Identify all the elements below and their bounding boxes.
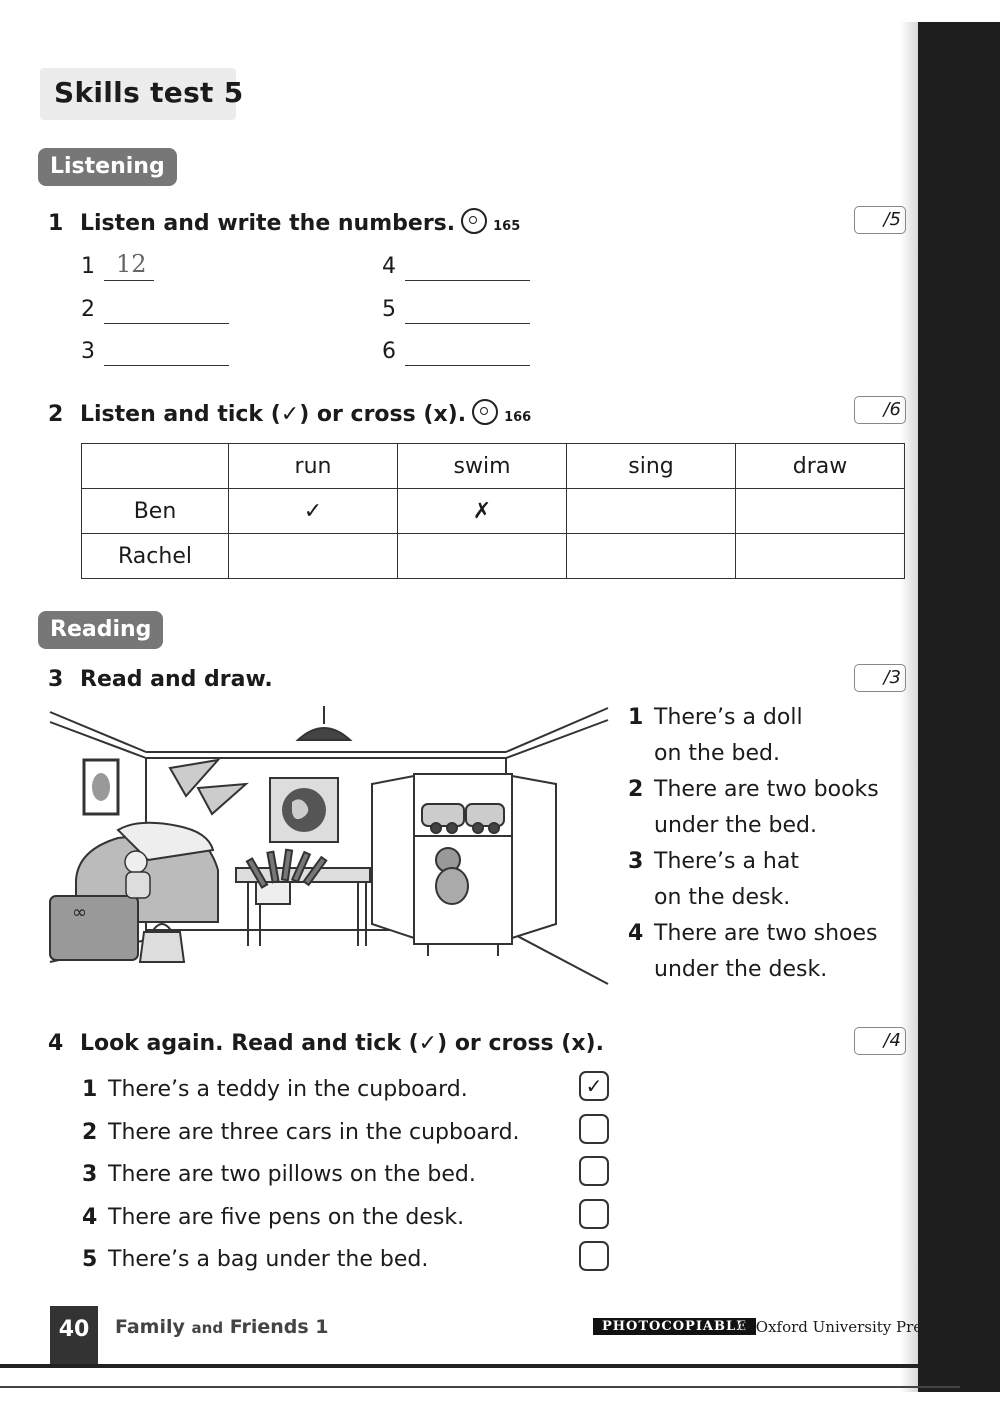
q4-item-text: There are two pillows on the bed. [108,1162,476,1187]
page-edge [918,22,1000,1392]
q4-item [82,1200,464,1236]
page-bottom-rule [0,1364,918,1368]
table-answer-cell[interactable] [398,534,567,579]
table-row [82,489,905,534]
cd-audio-icon [461,208,487,234]
table-header-row [82,444,905,489]
table-answer-cell[interactable] [229,534,398,579]
q1-answer-line-6 [405,365,530,366]
q4-item [82,1242,428,1278]
brand-word: and [191,1319,224,1337]
brand-level: 1 [315,1316,329,1338]
q4-item-text: There are five pens on the desk. [108,1205,465,1230]
question-2-instruction: Listen and tick (✓) or cross (x). [80,402,467,427]
brand-word: Friends [229,1316,309,1338]
table-header-cell [82,444,229,489]
table-header-cell: sing [567,444,736,489]
table-answer-cell[interactable] [736,489,905,534]
page-bottom-rule [0,1386,960,1388]
q4-tick-box[interactable]: ✓ [579,1071,609,1101]
q4-item-number: 4 [82,1205,98,1230]
table-header-cell: swim [398,444,567,489]
table-header-cell: draw [736,444,905,489]
bedroom-illustration [48,700,612,990]
question-4-instruction: Look again. Read and tick (✓) or cross (x). [80,1031,604,1056]
q3-sentence-number: 3 [628,849,644,874]
q1-item-number: 2 [81,297,95,322]
question-3-score-box: /3 [854,664,906,692]
question-4-number: 4 [48,1031,64,1056]
page-number: 40 [50,1306,98,1364]
q4-tick-box[interactable] [579,1156,609,1186]
q3-sentence-text: There’s a hat [654,849,799,874]
q3-sentence-1 [628,700,803,772]
q1-item-number: 1 [81,254,95,279]
question-1-number: 1 [48,211,64,236]
q3-sentence-text: There are two books [654,777,879,802]
q3-sentence-3 [628,844,799,916]
q3-sentence-4 [628,916,878,988]
cupboard [372,774,556,956]
q4-item [82,1072,468,1108]
question-1-track: 165 [493,219,521,234]
q3-sentence-text: on the desk. [654,885,791,910]
globe-poster [270,778,338,842]
q4-tick-box[interactable] [579,1241,609,1271]
q4-item-number: 1 [82,1077,98,1102]
q4-item-text: There are three cars in the cupboard. [108,1120,520,1145]
doll [125,851,150,898]
q3-sentence-text: on the bed. [654,741,780,766]
wall-picture [84,760,118,814]
question-1-instruction: Listen and write the numbers. [80,211,456,236]
q1-item-number: 6 [382,339,396,364]
q4-item-number: 2 [82,1120,98,1145]
table-row-label: Ben [82,489,229,534]
question-3-number: 3 [48,667,64,692]
q1-answer-line-3 [104,365,229,366]
activity-table [81,443,905,579]
question-2-heading [48,399,531,427]
q3-sentence-text: There’s a doll [654,705,803,730]
page-title: Skills test 5 [54,76,244,109]
q3-sentence-text: under the bed. [654,813,817,838]
q4-item [82,1115,520,1151]
question-2-number: 2 [48,402,64,427]
table-answer-cell[interactable] [567,534,736,579]
table-row-label: Rachel [82,534,229,579]
q4-item-number: 3 [82,1162,98,1187]
copyright-notice: © Oxford University Pre [736,1318,923,1336]
question-4-score-box: /4 [854,1027,906,1055]
table-row [82,534,905,579]
cd-audio-icon [472,399,498,425]
table-answer-cell[interactable] [736,534,905,579]
q1-answer-line-5 [405,323,530,324]
q1-item-number: 4 [382,254,396,279]
brand-word: Family [115,1316,185,1338]
question-1-heading [48,208,520,236]
svg-text:∞: ∞ [72,902,87,923]
q3-sentence-text: under the desk. [654,957,828,982]
reading-section-tab: Reading [38,611,163,649]
q3-sentence-number: 1 [628,705,644,730]
q1-answer-line-2 [104,323,229,324]
q4-tick-box[interactable] [579,1114,609,1144]
question-3-heading [48,667,273,692]
question-4-heading [48,1031,604,1056]
q4-tick-box[interactable] [579,1199,609,1229]
pennant-flags [170,760,246,814]
q1-item-number: 3 [81,339,95,364]
table-header-cell: run [229,444,398,489]
q4-item-text: There’s a bag under the bed. [108,1247,429,1272]
q1-answer-1[interactable]: 12 [116,250,147,278]
q4-item-number: 5 [82,1247,98,1272]
listening-section-tab: Listening [38,148,177,186]
q1-answer-line-1 [104,280,154,281]
brand-logo [115,1316,329,1338]
table-answer-cell[interactable]: ✗ [398,489,567,534]
question-2-score-box: /6 [854,396,906,424]
q3-sentence-text: There are two shoes [654,921,878,946]
q1-item-number: 5 [382,297,396,322]
question-2-track: 166 [504,410,532,425]
q4-item [82,1157,476,1193]
q1-answer-line-4 [405,280,530,281]
question-1-score-box: /5 [854,206,906,234]
desk [236,868,370,946]
photocopiable-label: PHOTOCOPIABLE [593,1318,756,1335]
table-answer-cell[interactable]: ✓ [229,489,398,534]
q3-sentence-number: 2 [628,777,644,802]
q4-item-text: There’s a teddy in the cupboard. [108,1077,468,1102]
table-answer-cell[interactable] [567,489,736,534]
question-3-instruction: Read and draw. [80,667,273,692]
q3-sentence-number: 4 [628,921,644,946]
q3-sentence-2 [628,772,879,844]
